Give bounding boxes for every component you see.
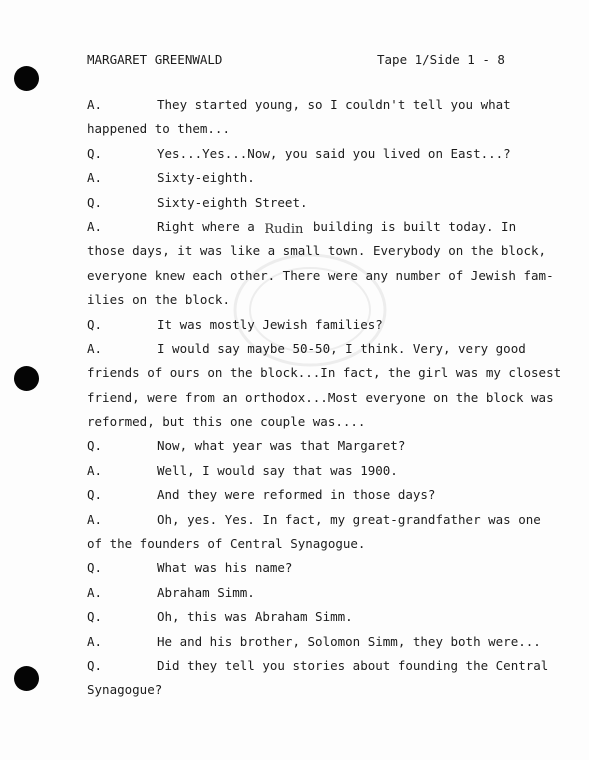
speaker-label: Q.: [87, 194, 103, 210]
line-text: Oh, yes. Yes. In fact, my great-grandfather was one: [157, 511, 541, 527]
transcript-line: [87, 365, 562, 389]
binder-hole-bottom: [14, 666, 39, 691]
transcript-line: [87, 511, 541, 536]
transcript-line: [87, 341, 537, 365]
line-text: Synagogue?: [87, 682, 163, 698]
speaker-label: A.: [87, 511, 103, 527]
speaker-label: A.: [87, 218, 103, 234]
transcript-line: [87, 682, 537, 706]
transcript-line: [87, 438, 537, 462]
speaker-label: Q.: [87, 560, 103, 576]
transcript-line: [87, 292, 537, 316]
line-text: Oh, this was Abraham Simm.: [157, 609, 353, 625]
transcript-line: [87, 633, 541, 658]
transcript-line: [87, 463, 537, 487]
speaker-label: A.: [87, 97, 103, 112]
speaker-label: A.: [87, 462, 103, 478]
speaker-label: A.: [87, 170, 103, 186]
line-text: Right where a: [157, 218, 263, 234]
line-text: It was mostly Jewish families?: [157, 316, 383, 332]
line-text: those days, it was like a small town. Everybody on the block,: [87, 243, 547, 259]
line-text: friends of ours on the block...In fact, the girl was my closest: [87, 365, 562, 381]
handwritten-insertion: Rudin: [264, 221, 304, 237]
speaker-label: A.: [87, 633, 103, 649]
line-text: They started young, so I couldn't tell you what: [157, 97, 511, 112]
line-text: building is built today. In: [305, 218, 517, 234]
transcript-line: [87, 195, 537, 219]
line-text: And they were reformed in those days?: [157, 487, 436, 503]
line-text: Did they tell you stories about founding the Central: [157, 657, 549, 673]
line-text: Now, what year was that Margaret?: [157, 438, 406, 454]
speaker-label: Q.: [87, 145, 103, 161]
page-header: [87, 52, 507, 68]
interviewee-name: MARGARET GREENWALD: [87, 52, 223, 67]
transcript-line: [87, 560, 537, 584]
transcript-line: [87, 585, 537, 609]
line-text: happened to them...: [87, 121, 230, 137]
transcript-line: [87, 317, 537, 341]
speaker-label: A.: [87, 340, 103, 356]
line-text: Abraham Simm.: [157, 584, 255, 600]
transcript-line: [87, 170, 537, 194]
line-text: What was his name?: [157, 560, 293, 576]
speaker-label: A.: [87, 584, 103, 600]
transcript-line: [87, 267, 554, 292]
transcript-line: [87, 97, 537, 121]
line-text: I would say maybe 50-50, I think. Very, very good: [157, 340, 526, 356]
line-text: Well, I would say that was 1900.: [157, 462, 398, 478]
transcript-line: [87, 219, 537, 243]
speaker-label: Q.: [87, 487, 103, 503]
transcript-line: [87, 536, 537, 560]
transcript-line: [87, 414, 537, 438]
transcript-line: [87, 146, 537, 170]
transcript-body: [87, 97, 562, 707]
speaker-label: Q.: [87, 657, 103, 673]
line-text: everyone knew each other. There were any number of Jewish fam-: [87, 267, 554, 283]
line-text: Sixty-eighth Street.: [157, 194, 308, 210]
speaker-label: Q.: [87, 316, 103, 332]
line-text: ilies on the block.: [87, 292, 230, 308]
line-text: Sixty-eighth.: [157, 170, 255, 186]
transcript-line: [87, 487, 537, 511]
binder-hole-middle: [14, 366, 39, 391]
binder-hole-top: [14, 66, 39, 91]
transcript-line: [87, 609, 537, 633]
line-text: friend, were from an orthodox...Most everyone on the block was: [87, 389, 554, 405]
speaker-label: Q.: [87, 438, 103, 454]
transcript-line: [87, 243, 547, 267]
transcript-line: [87, 121, 537, 145]
speaker-label: Q.: [87, 609, 103, 625]
transcript-line: [87, 657, 549, 682]
transcript-line: [87, 389, 554, 414]
line-text: reformed, but this one couple was....: [87, 414, 366, 430]
line-text: Yes...Yes...Now, you said you lived on East...?: [157, 145, 511, 161]
tape-side-page: Tape 1/Side 1 - 8: [377, 52, 505, 67]
line-text: of the founders of Central Synagogue.: [87, 536, 366, 552]
line-text: He and his brother, Solomon Simm, they both were...: [157, 633, 541, 649]
